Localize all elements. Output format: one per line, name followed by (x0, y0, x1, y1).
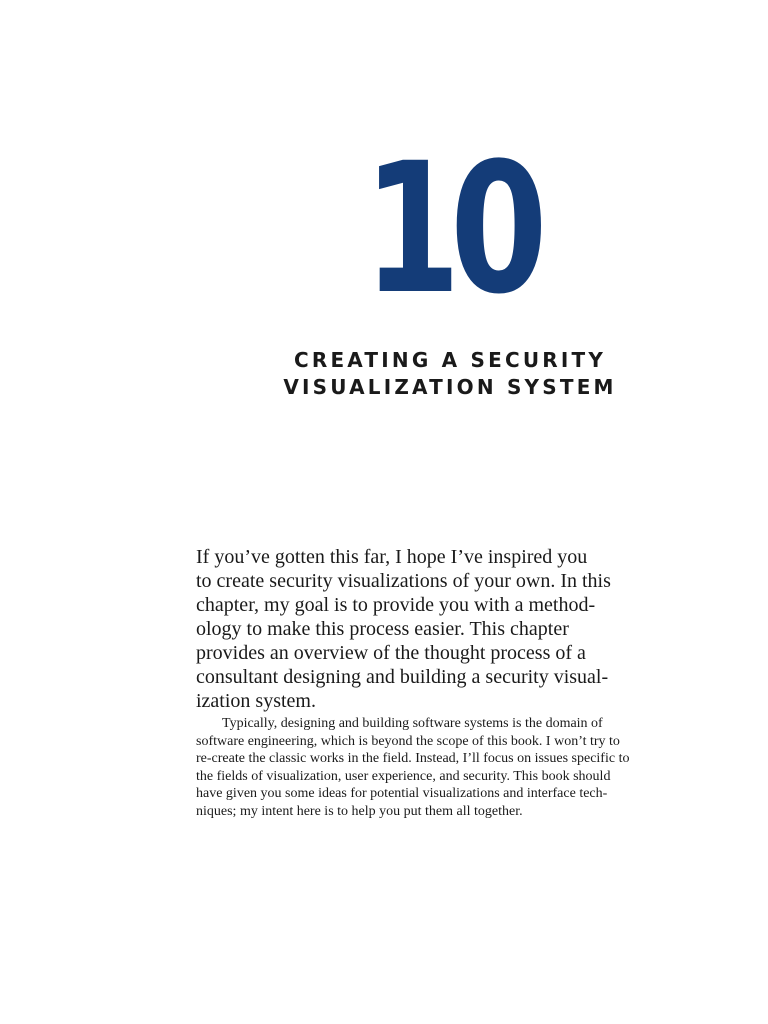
text-line: have given you some ideas for potential visualizations and interface tech- (196, 786, 608, 801)
chapter-title (240, 347, 660, 401)
text-line: provides an overview of the thought process of a (196, 642, 586, 664)
chapter-title-line: VISUALIZATION SYSTEM (283, 375, 617, 399)
body-paragraph (196, 715, 691, 820)
chapter-number: 10 (363, 125, 537, 334)
text-line: re-create the classic works in the field. Instead, I’ll focus on issues specific to (196, 751, 630, 766)
text-line: consultant designing and building a security visual- (196, 666, 609, 688)
text-line: Typically, designing and building software systems is the domain of (222, 716, 603, 731)
text-line: software engineering, which is beyond the scope of this book. I won’t try to (196, 733, 620, 749)
text-line: chapter, my goal is to provide you with a method- (196, 594, 596, 616)
lead-paragraph (196, 545, 686, 713)
chapter-title-line: CREATING A SECURITY (293, 348, 607, 372)
text-line: to create security visualizations of your own. In this (196, 570, 611, 592)
text-line: If you’ve gotten this far, I hope I’ve inspired you (196, 546, 588, 568)
text-line: ization system. (196, 690, 316, 712)
text-line: niques; my intent here is to help you put them all together. (196, 803, 523, 819)
text-line: ology to make this process easier. This chapter (196, 618, 569, 640)
text-line: the fields of visualization, user experience, and security. This book should (196, 768, 611, 784)
